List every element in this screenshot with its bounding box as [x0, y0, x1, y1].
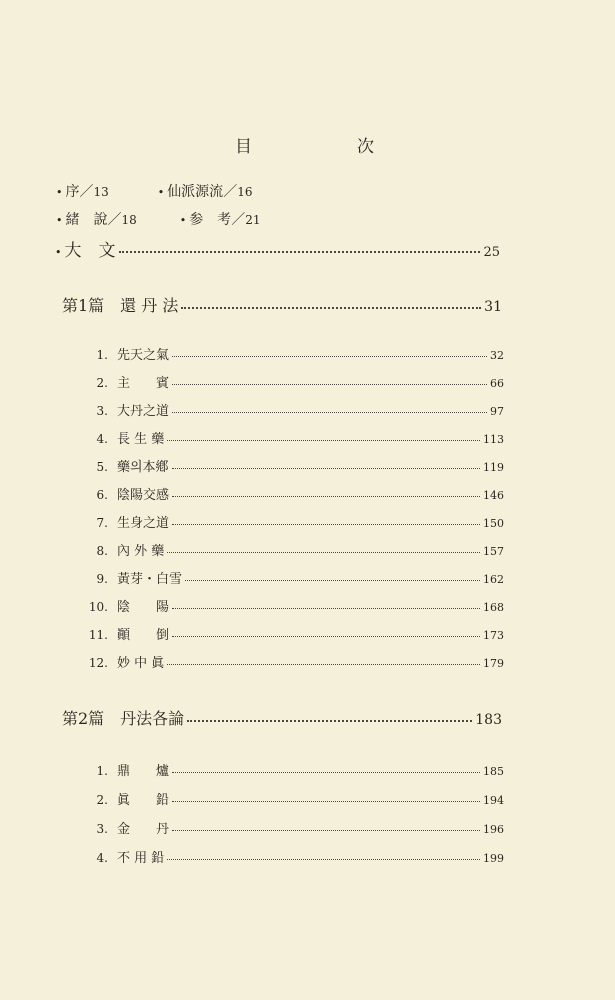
chapter-number: 3. — [96, 822, 108, 836]
dot-leader — [172, 384, 487, 385]
toc-chapter-entry — [84, 596, 504, 615]
chapter-number: 9. — [96, 572, 108, 586]
chapter-page: 196 — [483, 823, 504, 836]
chapter-number: 7. — [96, 516, 108, 530]
dot-leader — [172, 412, 487, 413]
toc-chapter-entry — [84, 428, 504, 447]
chapter-title: 大丹之道 — [117, 404, 170, 419]
chapter-number: 1. — [96, 764, 108, 778]
front-item-page: 13 — [93, 185, 109, 199]
chapter-title: 眞 鉛 — [117, 793, 170, 808]
chapter-title: 主 賓 — [117, 376, 170, 391]
chapter-title: 先天之氣 — [117, 348, 170, 363]
front-item-page: 18 — [121, 213, 137, 227]
page-title: 目 次 — [235, 137, 418, 157]
chapter-page: 113 — [483, 433, 504, 446]
toc-chapter-entry — [84, 456, 504, 475]
entry-label: 大 文 — [64, 241, 116, 261]
dot-leader — [172, 608, 480, 609]
part-label: 第2篇 丹法各論 — [62, 709, 185, 728]
toc-chapter-entry — [84, 760, 504, 779]
chapter-page: 168 — [483, 601, 504, 614]
front-matter-row-1 — [56, 181, 252, 201]
slash-separator: ／ — [223, 184, 238, 200]
dot-leader — [172, 496, 480, 497]
chapter-title: 陰 陽 — [117, 600, 170, 615]
chapter-number: 4. — [96, 432, 108, 446]
chapter-number: 5. — [96, 460, 108, 474]
front-item-label: 緒 說 — [65, 212, 108, 228]
chapter-page: 162 — [483, 573, 504, 586]
chapter-page: 157 — [483, 545, 504, 558]
chapter-page: 185 — [483, 765, 504, 778]
chapter-title: 藥의本鄕 — [117, 460, 169, 475]
chapter-number: 2. — [96, 793, 108, 807]
dot-leader — [167, 440, 480, 441]
dot-leader — [119, 251, 481, 253]
toc-chapter-entry — [84, 512, 504, 531]
toc-chapter-entry — [84, 484, 504, 503]
dot-leader — [167, 859, 480, 860]
chapter-page: 179 — [483, 657, 504, 670]
dot-leader — [172, 468, 480, 469]
chapter-number: 4. — [96, 851, 108, 865]
dot-leader — [172, 636, 480, 637]
toc-chapter-entry — [84, 789, 504, 808]
slash-separator: ／ — [231, 212, 246, 228]
front-item-label: 仙派源流 — [167, 184, 224, 200]
chapter-page: 119 — [483, 461, 504, 474]
chapter-number: 2. — [96, 376, 108, 390]
toc-chapter-entry — [84, 818, 504, 837]
dot-leader — [187, 720, 472, 722]
slash-separator: ／ — [79, 184, 94, 200]
toc-chapter-entry — [84, 372, 504, 391]
chapter-number: 12. — [88, 656, 108, 670]
dot-leader — [167, 664, 480, 665]
chapter-page: 150 — [483, 517, 504, 530]
chapter-page: 66 — [490, 377, 504, 390]
dot-leader — [172, 356, 487, 357]
toc-entry-part-1 — [62, 293, 502, 316]
part-page: 31 — [484, 299, 502, 315]
chapter-title: 黃芽・白雪 — [117, 572, 183, 587]
front-item-page: 16 — [237, 185, 253, 199]
dot-leader — [172, 524, 480, 525]
dot-leader — [172, 801, 480, 802]
chapter-title: 生身之道 — [117, 516, 170, 531]
chapter-page: 146 — [483, 489, 504, 502]
chapter-title: 陰陽交感 — [117, 488, 170, 503]
front-item-page: 21 — [245, 213, 261, 227]
toc-chapter-entry — [84, 847, 504, 866]
chapter-title: 妙 中 眞 — [117, 656, 165, 671]
chapter-title: 金 丹 — [117, 822, 170, 837]
toc-chapter-entry — [84, 344, 504, 363]
chapter-page: 97 — [490, 405, 504, 418]
toc-entry-main-text — [55, 236, 500, 261]
front-item-label: 参 考 — [189, 212, 232, 228]
chapter-page: 199 — [483, 852, 504, 865]
toc-entry-part-2 — [62, 706, 502, 729]
dot-leader — [181, 307, 481, 309]
chapter-number: 10. — [88, 600, 108, 614]
bullet-icon: • — [179, 214, 187, 227]
bullet-icon: • — [56, 186, 63, 199]
chapter-title: 內 外 藥 — [117, 544, 165, 559]
dot-leader — [185, 580, 480, 581]
bullet-icon: • — [56, 214, 63, 227]
part-page: 183 — [475, 712, 502, 728]
chapter-title: 鼎 爐 — [117, 764, 170, 779]
chapter-page: 32 — [490, 349, 504, 362]
toc-chapter-entry — [84, 568, 504, 587]
dot-leader — [167, 552, 480, 553]
chapter-number: 1. — [96, 348, 108, 362]
chapter-title: 長 生 藥 — [117, 432, 165, 447]
chapter-page: 194 — [483, 794, 504, 807]
bullet-icon: • — [157, 186, 165, 199]
toc-chapter-entry — [84, 400, 504, 419]
chapter-number: 6. — [96, 488, 108, 502]
bullet-icon: • — [55, 246, 62, 259]
part-label: 第1篇 還 丹 法 — [62, 296, 179, 315]
dot-leader — [172, 830, 480, 831]
chapter-title: 不 用 鉛 — [117, 851, 165, 866]
front-matter-row-2 — [56, 209, 260, 229]
toc-chapter-entry — [84, 624, 504, 643]
dot-leader — [172, 772, 480, 773]
toc-chapter-entry — [84, 652, 504, 671]
toc-chapter-entry — [84, 540, 504, 559]
chapter-number: 11. — [88, 628, 108, 642]
entry-page: 25 — [483, 245, 500, 260]
front-item-label: 序 — [65, 184, 80, 200]
chapter-title: 顚 倒 — [117, 628, 170, 643]
chapter-number: 8. — [96, 544, 108, 558]
chapter-page: 173 — [483, 629, 504, 642]
slash-separator: ／ — [107, 212, 122, 228]
chapter-number: 3. — [96, 404, 108, 418]
